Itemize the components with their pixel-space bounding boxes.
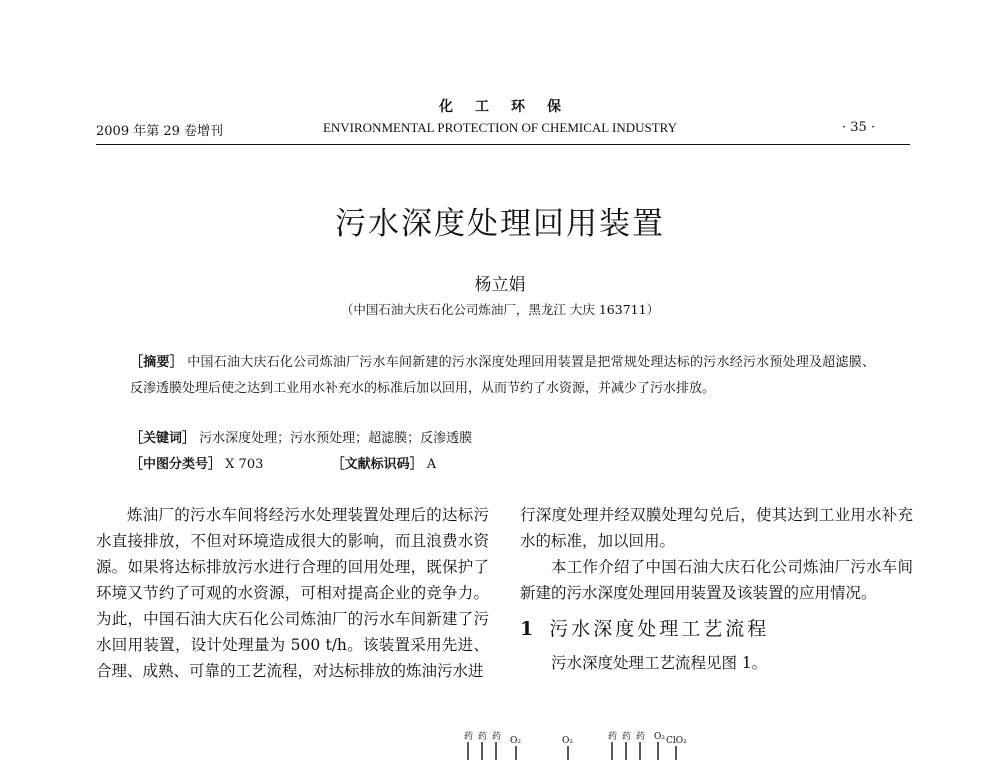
diagram-label: ClO₂ (666, 736, 687, 746)
keywords-label: ［关键词］ (130, 431, 196, 446)
section-title: 污水深度处理工艺流程 (549, 618, 770, 640)
clc-value: X 703 (225, 457, 264, 472)
diagram-label: 药 (478, 732, 488, 742)
abstract-label: ［摘要］ (130, 355, 183, 370)
body-column-left (96, 502, 489, 684)
abstract-text: 中国石油大庆石化公司炼油厂污水车间新建的污水深度处理回用装置是把常规处理达标的污水经污水预处理及超滤膜、反渗透膜处理后使之达到工业用水补充水的标准后加以回用，从而节约了水资源，并减少了污水排放。 (130, 355, 875, 396)
body-paragraph-continued: 行深度处理并经双膜处理勾兑后，使其达到工业用水补充水的标准，加以回用。 (520, 506, 913, 550)
body-paragraph: 污水深度处理工艺流程见图 1。 (551, 654, 768, 672)
diagram-label: O₂ (562, 736, 573, 746)
issue-info: 2009 年第 29 卷增刊 (96, 124, 224, 139)
diagram-label: 药 (492, 732, 502, 742)
body-paragraph: 炼油厂的污水车间将经污水处理装置处理后的达标污水直接排放，不但对环境造成很大的影响，而且浪费水资源。如果将达标排放污水进行合理的回用处理，既保护了环境又节约了可观的水资源，可相对提高企业的竞争力。为此，中国石油大庆石化公司炼油厂的污水车间新建了污水回用装置，设计处理量为 500 t/h。该装置采用先进、合理、成熟、可靠的工艺流程，对达标排放的炼油污水进 (96, 506, 489, 680)
section-number: 1 (520, 618, 534, 640)
keywords-text: 污水深度处理；污水预处理；超滤膜；反渗透膜 (199, 431, 473, 446)
classification-line (130, 452, 436, 478)
body-paragraph: 本工作介绍了中国石油大庆石化公司炼油厂污水车间新建的污水深度处理回用装置及该装置的应用情况。 (520, 558, 913, 602)
abstract (130, 350, 875, 402)
diagram-label: 药 (464, 732, 474, 742)
journal-name-en: ENVIRONMENTAL PROTECTION OF CHEMICAL INDUSTRY (322, 120, 678, 135)
journal-name-cn: 化工环保 (439, 99, 583, 115)
doc-code-value: A (426, 457, 437, 472)
doc-code-label: ［文献标识码］ (331, 457, 423, 472)
diagram-label: O₂ (510, 736, 521, 746)
body-column-right (520, 502, 913, 676)
section-heading (520, 616, 913, 642)
page-number: · 35 · (842, 120, 876, 135)
header-divider (96, 144, 910, 145)
article-title: 污水深度处理回用装置 (335, 206, 665, 242)
process-flow-diagram (456, 730, 696, 760)
clc-label: ［中图分类号］ (130, 457, 222, 472)
diagram-label: 药 (636, 732, 646, 742)
diagram-label: 药 (608, 732, 618, 742)
diagram-label: O₂ (654, 732, 665, 742)
author-name: 杨立娟 (474, 275, 526, 295)
keywords-line (130, 426, 472, 452)
author-affiliation: （中国石油大庆石化公司炼油厂，黑龙江 大庆 163711） (340, 302, 660, 317)
diagram-label: 药 (622, 732, 632, 742)
